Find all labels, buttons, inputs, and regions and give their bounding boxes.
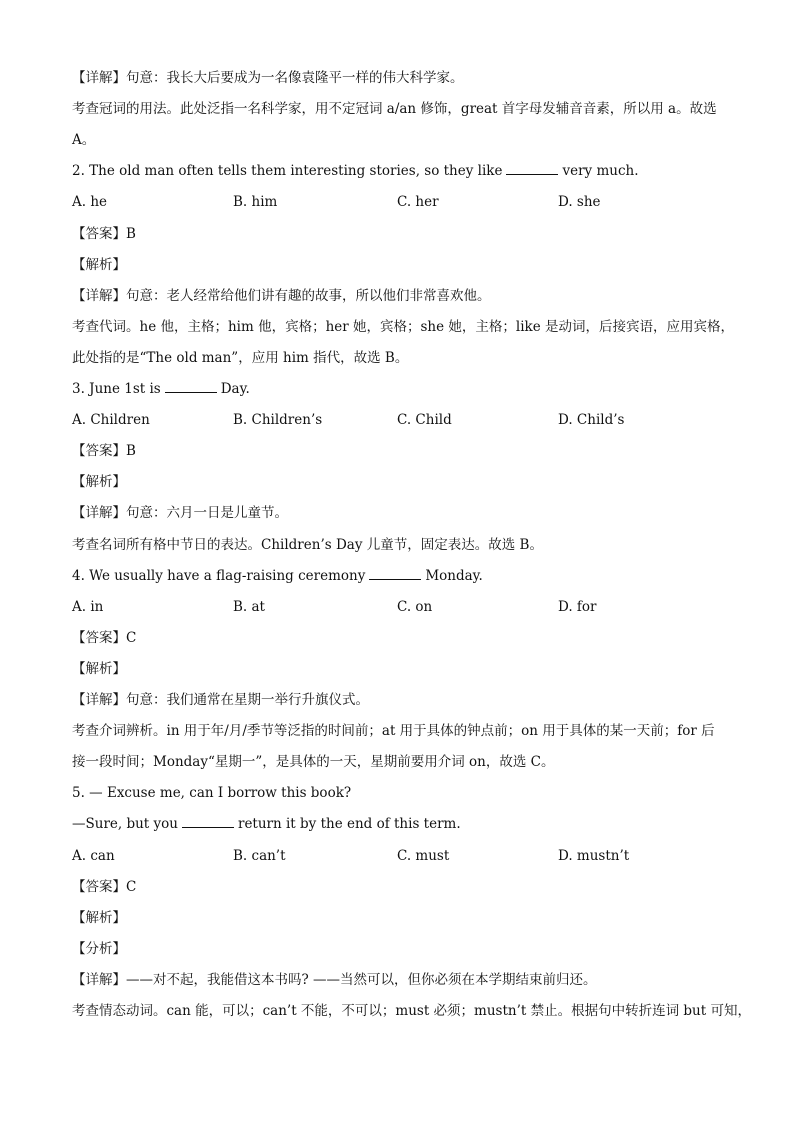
question-text: 2. The old man often tells them interesting stories, so they like <box>72 163 503 179</box>
question-line <box>72 567 722 585</box>
explanation-line: 【详解】句意：我们通常在星期一举行升旗仪式。 <box>72 692 369 708</box>
option-c: C. Child <box>397 412 452 428</box>
option-b: B. him <box>233 194 278 210</box>
text-line: A。 <box>72 132 96 148</box>
question-text-after: Monday. <box>425 568 483 584</box>
analysis-subheading: 【分析】 <box>72 941 126 957</box>
answer-line: 【答案】B <box>72 443 136 459</box>
text-line: 考查代词。he 他，主格；him 他，宾格；her 她，宾格；she 她，主格；like 是动词，后接宾语，应用宾格， <box>72 319 735 335</box>
text-line: 考查介词辨析。in 用于年/月/季节等泛指的时间前；at 用于具体的钟点前；on 用于具体的某一天前；for 后 <box>72 723 715 739</box>
options-row <box>72 411 722 429</box>
answer-blank <box>369 567 421 580</box>
question-text: 3. June 1st is <box>72 381 161 397</box>
options-row <box>72 847 722 865</box>
option-b: B. can’t <box>233 848 286 864</box>
option-d: D. for <box>558 599 597 615</box>
answer-line: 【答案】C <box>72 879 137 895</box>
option-b: B. Children’s <box>233 412 323 428</box>
text-line: 考查冠词的用法。此处泛指一名科学家，用不定冠词 a/an 修饰，great 首字母发辅音音素，所以用 a。故选 <box>72 101 717 117</box>
option-c: C. her <box>397 194 439 210</box>
option-a: A. he <box>72 194 108 210</box>
analysis-heading: 【解析】 <box>72 474 126 490</box>
answer-blank <box>165 380 217 393</box>
question-text-after: very much. <box>562 163 639 179</box>
text-line: 接一段时间；Monday“星期一”，是具体的一天，星期前要用介词 on，故选 C。 <box>72 754 555 770</box>
answer-blank <box>506 162 558 175</box>
text-line: 此处指的是“The old man”，应用 him 指代，故选 B。 <box>72 350 409 366</box>
question-text-after: return it by the end of this term. <box>237 816 461 832</box>
explanation-line: 【详解】句意：我长大后要成为一名像袁隆平一样的伟大科学家。 <box>72 70 464 86</box>
option-a: A. Children <box>72 412 150 428</box>
option-c: C. on <box>397 599 433 615</box>
question-line <box>72 815 722 833</box>
answer-blank <box>182 815 234 828</box>
option-d: D. Child’s <box>558 412 625 428</box>
analysis-heading: 【解析】 <box>72 257 126 273</box>
question-text: —Sure, but you <box>72 816 178 832</box>
answer-line: 【答案】B <box>72 226 136 242</box>
option-a: A. can <box>72 848 115 864</box>
answer-line: 【答案】C <box>72 630 137 646</box>
question-line: 5. — Excuse me, can I borrow this book? <box>72 785 352 801</box>
question-line <box>72 162 722 180</box>
options-row <box>72 598 722 616</box>
question-text: 4. We usually have a flag-raising ceremony <box>72 568 366 584</box>
options-row <box>72 193 722 211</box>
explanation-line: 【详解】句意：老人经常给他们讲有趣的故事，所以他们非常喜欢他。 <box>72 288 491 304</box>
question-text-after: Day. <box>220 381 250 397</box>
analysis-heading: 【解析】 <box>72 661 126 677</box>
option-d: D. mustn’t <box>558 848 630 864</box>
explanation-line: 【详解】句意：六月一日是儿童节。 <box>72 505 288 521</box>
text-line: 考查名词所有格中节日的表达。Children’s Day 儿童节，固定表达。故选 B。 <box>72 537 543 553</box>
explanation-line: 【详解】——对不起，我能借这本书吗? ——当然可以，但你必须在本学期结束前归还。 <box>72 972 597 988</box>
analysis-heading: 【解析】 <box>72 910 126 926</box>
option-d: D. she <box>558 194 601 210</box>
text-line: 考查情态动词。can 能，可以；can’t 不能，不可以；must 必须；mustn’t 禁止。根据句中转折连词 but 可知， <box>72 1003 751 1019</box>
option-b: B. at <box>233 599 265 615</box>
option-a: A. in <box>72 599 104 615</box>
question-line <box>72 380 722 398</box>
option-c: C. must <box>397 848 450 864</box>
